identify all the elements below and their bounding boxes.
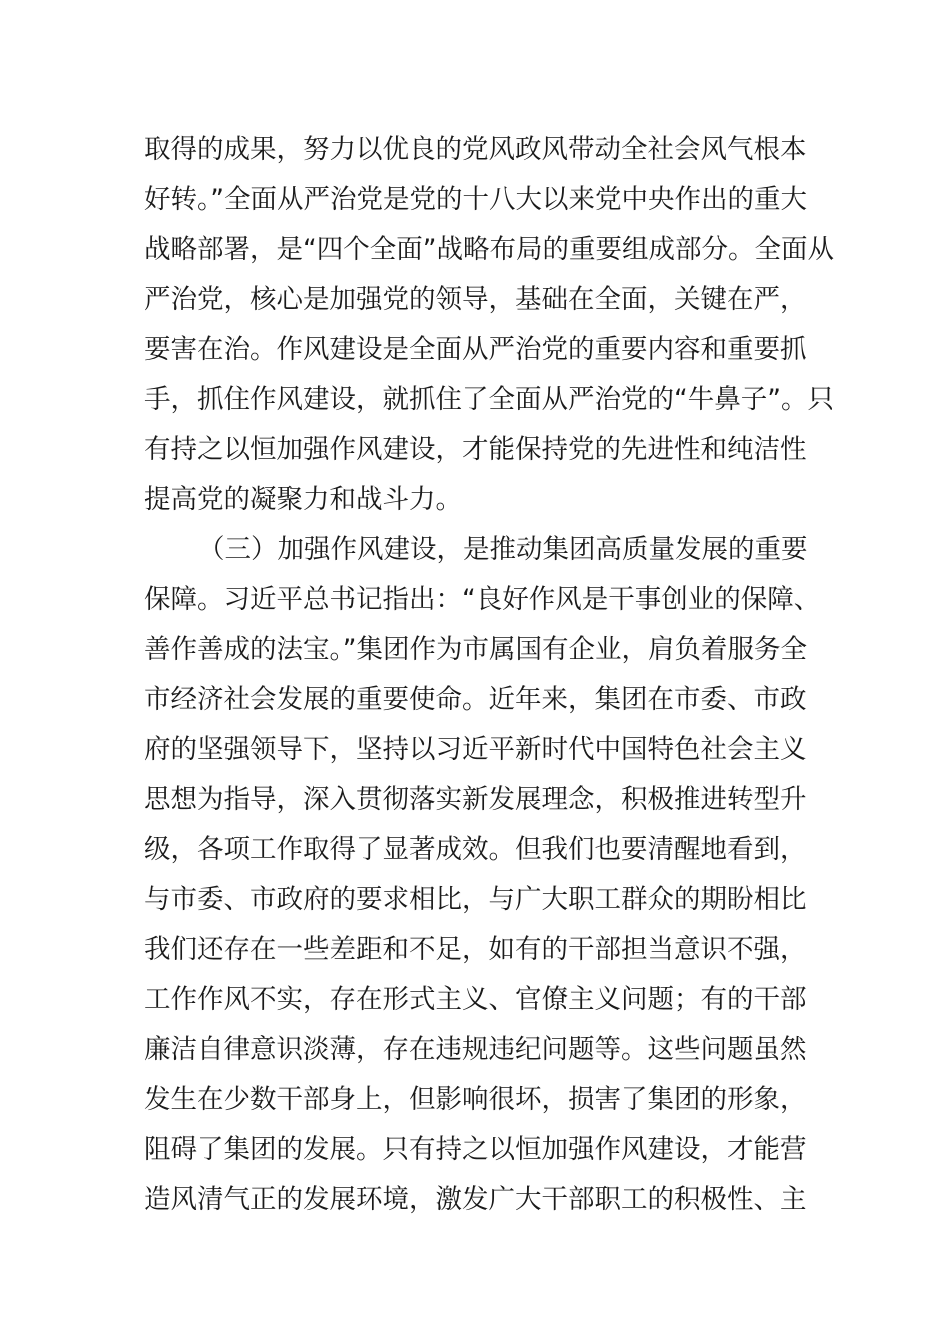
text-line: 要害在治。作风建设是全面从严治党的重要内容和重要抓 <box>144 334 807 365</box>
text-line: 造风清气正的发展环境，激发广大干部职工的积极性、主 <box>144 1184 807 1215</box>
text-line: 与市委、市政府的要求相比，与广大职工群众的期盼相比 <box>144 884 807 915</box>
text-line: 善作善成的法宝。”集团作为市属国有企业，肩负着服务全 <box>144 634 807 665</box>
text-line: 廉洁自律意识淡薄，存在违规违纪问题等。这些问题虽然 <box>144 1034 807 1065</box>
text-line: 好转。”全面从严治党是党的十八大以来党中央作出的重大 <box>144 184 807 215</box>
text-line: 提高党的凝聚力和战斗力。 <box>144 484 462 515</box>
text-line: 思想为指导，深入贯彻落实新发展理念，积极推进转型升 <box>144 784 807 815</box>
text-line: 阻碍了集团的发展。只有持之以恒加强作风建设，才能营 <box>144 1134 807 1165</box>
text-line: 有持之以恒加强作风建设，才能保持党的先进性和纯洁性 <box>144 434 807 465</box>
text-line: 发生在少数干部身上，但影响很坏，损害了集团的形象， <box>144 1084 807 1115</box>
text-line: 级，各项工作取得了显著成效。但我们也要清醒地看到， <box>144 834 807 865</box>
text-line: 工作作风不实，存在形式主义、官僚主义问题；有的干部 <box>144 984 807 1015</box>
text-line: 取得的成果，努力以优良的党风政风带动全社会风气根本 <box>144 134 807 165</box>
text-line: 我们还存在一些差距和不足，如有的干部担当意识不强， <box>144 934 807 965</box>
section-heading-line: （三）加强作风建设，是推动集团高质量发展的重要 <box>198 534 808 565</box>
text-line: 府的坚强领导下，坚持以习近平新时代中国特色社会主义 <box>144 734 807 765</box>
text-line: 手，抓住作风建设，就抓住了全面从严治党的“牛鼻子”。只 <box>144 384 834 415</box>
text-line: 战略部署，是“四个全面”战略布局的重要组成部分。全面从 <box>144 234 834 265</box>
text-line: 保障。习近平总书记指出：“良好作风是干事创业的保障、 <box>144 584 821 615</box>
text-line: 严治党，核心是加强党的领导，基础在全面，关键在严， <box>144 284 807 315</box>
text-line: 市经济社会发展的重要使命。近年来，集团在市委、市政 <box>144 684 807 715</box>
